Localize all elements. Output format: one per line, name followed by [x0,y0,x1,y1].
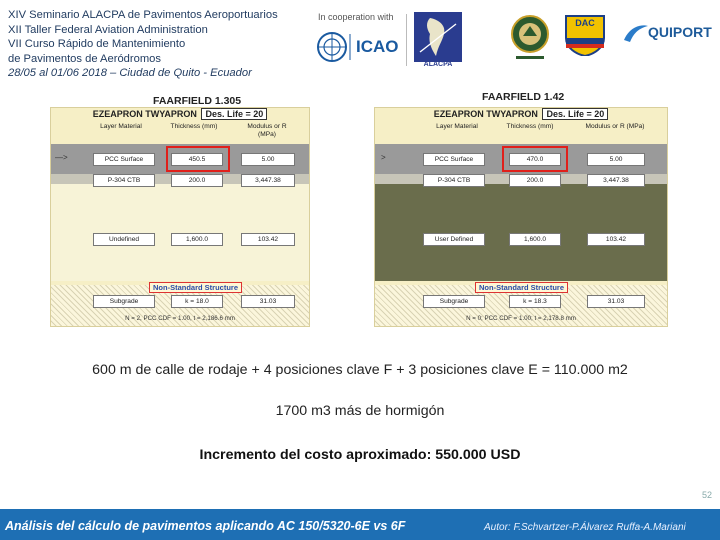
subgrade-k-cell: k = 18.3 [509,295,561,308]
subgrade-material-cell: Subgrade [93,295,155,308]
layer-material-cell: PCC Surface [93,153,155,166]
alacpa-wordmark: ALACPA [423,61,453,68]
subgrade-k-cell: k = 18.0 [171,295,223,308]
event-date: 28/05 al 01/06 2018 – Ciudad de Quito - Ecuador [8,67,252,80]
layer-pointer-arrow: > [381,153,386,162]
subgrade-value-cell: 31.03 [587,295,645,308]
cost-increase-text: Incremento del costo aproximado: 550.000 USD [199,447,521,463]
layer-thickness-cell: 1,600.0 [171,233,223,246]
event-header [8,8,278,81]
subgrade-material-cell: Subgrade [423,295,485,308]
non-standard-label: Non-Standard Structure [149,282,242,293]
dac-wordmark: DAC [575,18,595,28]
col-modulus: Modulus or R (MPa) [585,123,645,130]
layer-material-cell: PCC Surface [423,153,485,166]
quiport-wordmark: QUIPORT [648,24,712,40]
layer-material-cell: User Defined [423,233,485,246]
header-line-1: XIV Seminario ALACPA de Pavimentos Aeroportuarios [8,9,278,21]
layer-thickness-cell: 1,600.0 [509,233,561,246]
concrete-volume-text: 1700 m3 más de hormigón [275,403,445,419]
header-line-2: XII Taller Federal Aviation Administration [8,23,208,36]
header-line-3: VII Curso Rápido de Mantenimiento [8,38,186,51]
page-number: 52 [701,490,712,500]
panel-left-title: FAARFIELD 1.305 [153,95,242,107]
footer-bar [0,509,720,540]
structure-note: N = 2, PCC CDF = 1.00, t = 2,186.6 mm [125,315,235,322]
layer-modulus-cell: 103.42 [587,233,645,246]
structure-note: N = 0; PCC CDF = 1.00; t = 2,178.8 mm [466,315,576,322]
quiport-swoosh-icon [622,22,650,44]
layer-thickness-cell: 470.0 [509,153,561,166]
icao-wordmark: ICAO [356,37,399,56]
col-layer-material: Layer Material [436,123,478,130]
thickness-highlight-box [502,146,568,172]
layer-modulus-cell: 3,447.38 [587,174,645,187]
layer-modulus-cell: 103.42 [241,233,295,246]
quiport-logo [622,22,712,49]
structure-caption: EZEAPRON TWYAPRON Des. Life = 20 [375,109,667,119]
col-thickness: Thickness (mm) [506,123,554,130]
seal-icon [510,14,550,64]
cooperation-label: In cooperation with [318,12,394,22]
alacpa-map-icon [414,12,462,62]
layer-thickness-cell: 200.0 [171,174,223,187]
logo-divider [406,14,407,66]
aeroportuaria-seal [510,14,550,69]
thickness-highlight-box [166,146,230,172]
design-life-label: Des. Life = 20 [542,108,608,120]
faarfield-1305-panel [50,107,310,327]
layer-pointer-arrow: —> [55,153,68,162]
area-summary-text: 600 m de calle de rodaje + 4 posiciones clave F + 3 posiciones clave E = 110.000 m2 [92,362,628,378]
structure-caption: EZEAPRON TWYAPRON Des. Life = 20 [51,109,309,119]
faarfield-142-panel [374,107,668,327]
layer-material-cell: P-304 CTB [423,174,485,187]
layer-thickness-cell: 200.0 [509,174,561,187]
panel-right-title: FAARFIELD 1.42 [482,91,565,103]
layer-material-cell: Undefined [93,233,155,246]
layer-modulus-cell: 5.00 [587,153,645,166]
layer-modulus-cell: 3,447.38 [241,174,295,187]
alacpa-logo [414,12,462,70]
layer-thickness-cell: 450.5 [171,153,223,166]
subgrade-value-cell: 31.03 [241,295,295,308]
icao-logo [316,30,404,69]
footer-title: Análisis del cálculo de pavimentos aplicando AC 150/5320-6E vs 6F [5,519,406,533]
header-line-4: de Pavimentos de Aeródromos [8,52,161,65]
col-thickness: Thickness (mm) [170,123,218,130]
layer-material-cell: P-304 CTB [93,174,155,187]
non-standard-label: Non-Standard Structure [475,282,568,293]
dac-logo [560,12,610,72]
footer-author: Autor: F.Schvartzer-P.Álvarez Ruffa-A.Mariani [484,522,686,533]
col-layer-material: Layer Material [100,123,142,130]
layer-modulus-cell: 5.00 [241,153,295,166]
col-modulus: Modulus or R (MPa) [247,123,287,138]
design-life-label: Des. Life = 20 [201,108,267,120]
